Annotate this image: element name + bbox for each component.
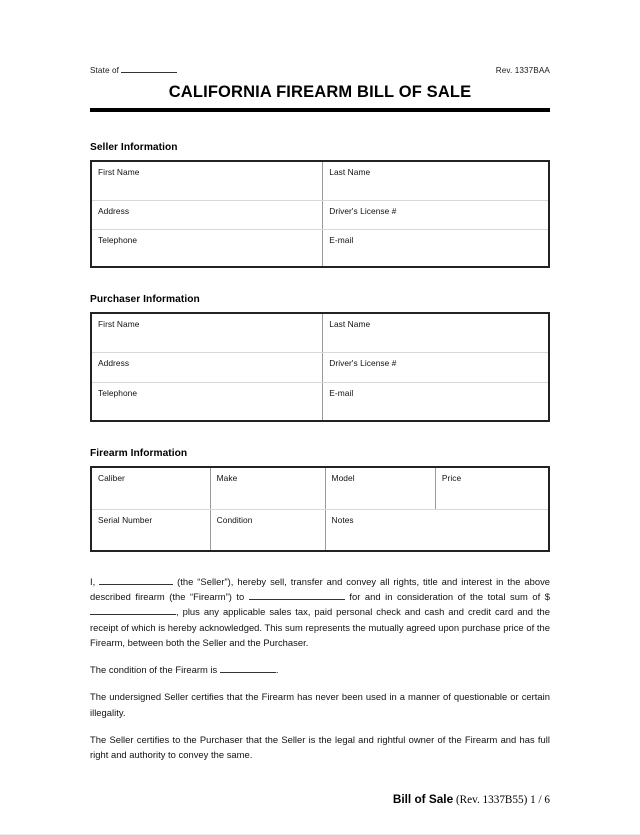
field-purchaser-address[interactable]: Address [98, 358, 130, 368]
field-firearm-caliber[interactable]: Caliber [98, 473, 125, 483]
table-row [92, 468, 548, 509]
header-revision-code: Rev. 1337BAA [495, 66, 550, 75]
field-firearm-notes[interactable]: Notes [325, 510, 548, 550]
table-row [92, 200, 548, 229]
purchaser-information-table [90, 312, 550, 422]
p1-text-c: for and in consideration of the total sum of $ [349, 591, 550, 603]
p1-text-b: (the “Seller”), hereby sell, transfer and convey all rights, title and interest in the above described firearm (the “Firearm”) to [90, 576, 551, 603]
seller-name-blank [99, 584, 173, 585]
paragraph-ownership: The Seller certifies to the Purchaser that the Seller is the legal and rightful owner of the Firearm and has full right and authority to convey the same. [90, 733, 550, 761]
firearm-information-table [90, 466, 550, 552]
field-seller-last-name[interactable]: Last Name [322, 162, 548, 200]
paragraph-legality: The undersigned Seller certifies that the Firearm has never been used in a manner of questionable or certain illegality. [90, 691, 550, 718]
sum-amount-blank [90, 614, 176, 615]
title-divider [90, 108, 550, 112]
table-row [92, 162, 548, 200]
field-purchaser-telephone[interactable]: Telephone [98, 388, 138, 398]
agreement-body [90, 574, 550, 762]
field-seller-email[interactable]: E-mail [322, 230, 548, 266]
field-purchaser-last-name[interactable]: Last Name [322, 314, 548, 352]
paragraph-condition [90, 662, 550, 677]
p2-text-a: The condition of the Firearm is [90, 664, 218, 676]
document-header-line [90, 66, 550, 75]
field-firearm-serial-number[interactable]: Serial Number [98, 515, 153, 525]
section-heading-purchaser: Purchaser Information [90, 294, 200, 305]
field-seller-first-name[interactable]: First Name [98, 167, 140, 177]
p2-text-b: . [275, 664, 279, 676]
state-of-label: State of [90, 66, 120, 75]
paragraph-consideration [90, 574, 550, 650]
document-content [90, 66, 550, 762]
field-purchaser-first-name[interactable]: First Name [98, 319, 140, 329]
table-row [92, 352, 548, 382]
page-footer [393, 792, 550, 806]
state-of-field [90, 66, 177, 75]
field-purchaser-email[interactable]: E-mail [322, 383, 548, 420]
seller-information-table [90, 160, 550, 268]
field-firearm-model[interactable]: Model [325, 468, 435, 509]
p1-text-d: , plus any applicable sales tax, paid personal check and cash and credit card and the receipt of which is hereby acknowledged. This sum represents the mutually agreed upon purchase price of the Firearm, between both the Seller and the Purchaser. [90, 606, 550, 648]
footer-title: Bill of Sale [392, 792, 454, 806]
p1-text-a: I, [90, 576, 96, 587]
table-row [92, 382, 548, 420]
page-title: CALIFORNIA FIREARM BILL OF SALE [168, 83, 472, 101]
section-heading-firearm: Firearm Information [90, 448, 188, 459]
footer-page-number: 1 / 6 [530, 794, 550, 806]
field-firearm-price[interactable]: Price [435, 468, 548, 509]
table-row [92, 509, 548, 550]
state-of-blank [121, 72, 177, 73]
condition-blank [220, 672, 276, 673]
purchaser-name-blank [249, 599, 345, 600]
footer-revision: (Rev. 1337B55) [455, 794, 528, 806]
field-purchaser-drivers-license[interactable]: Driver's License # [322, 353, 548, 382]
section-heading-seller: Seller Information [90, 142, 178, 153]
field-seller-address[interactable]: Address [98, 206, 130, 216]
field-firearm-make[interactable]: Make [210, 468, 325, 509]
table-row [92, 229, 548, 266]
field-seller-drivers-license[interactable]: Driver's License # [322, 201, 548, 229]
field-firearm-condition[interactable]: Condition [210, 510, 325, 550]
field-seller-telephone[interactable]: Telephone [98, 235, 138, 245]
table-row [92, 314, 548, 352]
